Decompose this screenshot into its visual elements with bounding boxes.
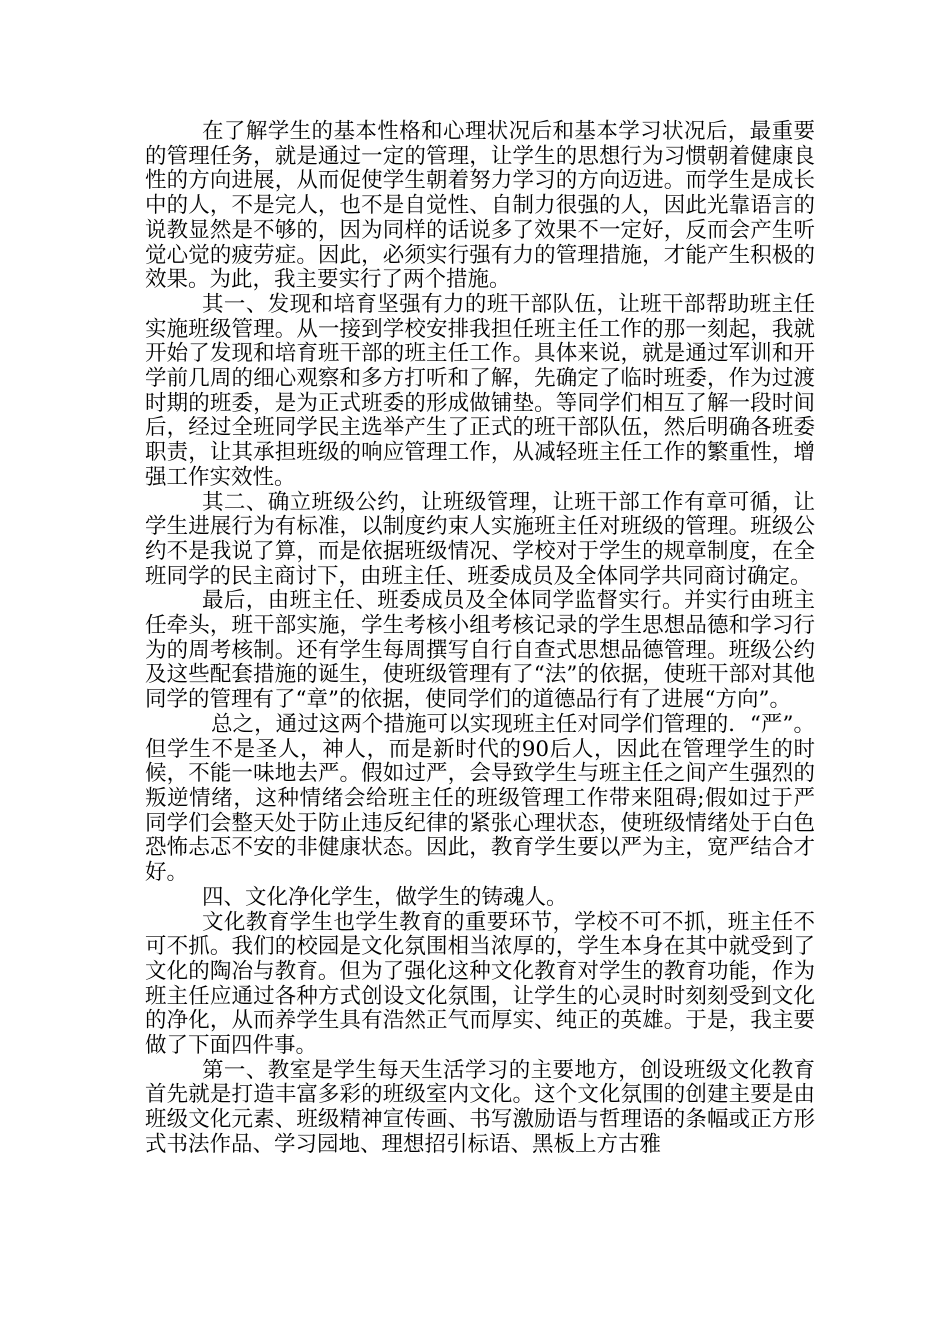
paragraph-3: 其二、确立班级公约，让班级管理，让班干部工作有章可循，让学生进展行为有标准，以制度约束人实施班主任对班级的管理。班级公约不是我说了算，而是依据班级情况、学校对于学生的规章制度，在全班同学的民主商讨下，由班主任、班委成员及全体同学共同商讨确定。	[145, 489, 815, 589]
paragraph-2: 其一、发现和培育坚强有力的班干部队伍，让班干部帮助班主任实施班级管理。从一接到学校安排我担任班主任工作的那一刻起，我就开始了发现和培育班干部的班主任工作。具体来说，就是通过军训和开学前几周的细心观察和多方打听和了解，先确定了临时班委，作为过渡时期的班委，是为正式班委的形成做铺垫。等同学们相互了解一段时间后，经过全班同学民主选举产生了正式的班干部队伍，然后明确各班委职责，让其承担班级的响应管理工作，从减轻班主任工作的繁重性，增强工作实效性。	[145, 291, 815, 490]
paragraph-1: 在了解学生的基本性格和心理状况后和基本学习状况后，最重要的管理任务，就是通过一定的管理，让学生的思想行为习惯朝着健康良性的方向进展，从而促使学生朝着努力学习的方向迈进。而学生是成长中的人，不是完人，也不是自觉性、自制力很强的人，因此光靠语言的说教显然是不够的，因为同样的话说多了效果不一定好，反而会产生听觉心觉的疲劳症。因此，必须实行强有力的管理措施，才能产生积极的效果。为此，我主要实行了两个措施。	[145, 119, 815, 293]
section-heading: 四、文化净化学生，做学生的铸魂人。	[202, 884, 568, 910]
document-page	[145, 120, 815, 1158]
paragraph-7: 第一、教室是学生每天生活学习的主要地方，创设班级文化教育首先就是打造丰富多彩的班级室内文化。这个文化氛围的创建主要是由班级文化元素、班级精神宣传画、书写激励语与哲理语的条幅或正方形式书法作品、学习园地、理想招引标语、黑板上方古雅	[145, 1057, 815, 1157]
paragraph-5: 总之，通过这两个措施可以实现班主任对同学们管理的．“严”。但学生不是圣人，神人，而是新时代的90后人，因此在管理学生的时候，不能一味地去严。假如过严，会导致学生与班主任之间产生强烈的叛逆情绪，这种情绪会给班主任的班级管理工作带来阻碍;假如过于严同学们会整天处于防止违反纪律的紧张心理状态，使班级情绪处于白色恐怖忐忑不安的非健康状态。因此，教育学生要以严为主，宽严结合才好。	[145, 711, 815, 886]
paragraph-6: 文化教育学生也学生教育的重要环节，学校不可不抓，班主任不可不抓。我们的校园是文化氛围相当浓厚的，学生本身在其中就受到了文化的陶冶与教育。但为了强化这种文化教育对学生的教育功能，作为班主任应通过各种方式创设文化氛围，让学生的心灵时时刻刻受到文化的净化，从而养学生具有浩然正气而厚实、纯正的英雄。于是，我主要做了下面四件事。	[145, 909, 815, 1059]
paragraph-4: 最后，由班主任、班委成员及全体同学监督实行。并实行由班主任牵头，班干部实施，学生考核小组考核记录的学生思想品德和学习行为的周考核制。还有学生每周撰写自行自查式思想品德管理。班级公约及这些配套措施的诞生，使班级管理有了“法”的依据，使班干部对其他同学的管理有了“章”的依据，使同学们的道德品行有了进展“方向”。	[145, 588, 815, 713]
